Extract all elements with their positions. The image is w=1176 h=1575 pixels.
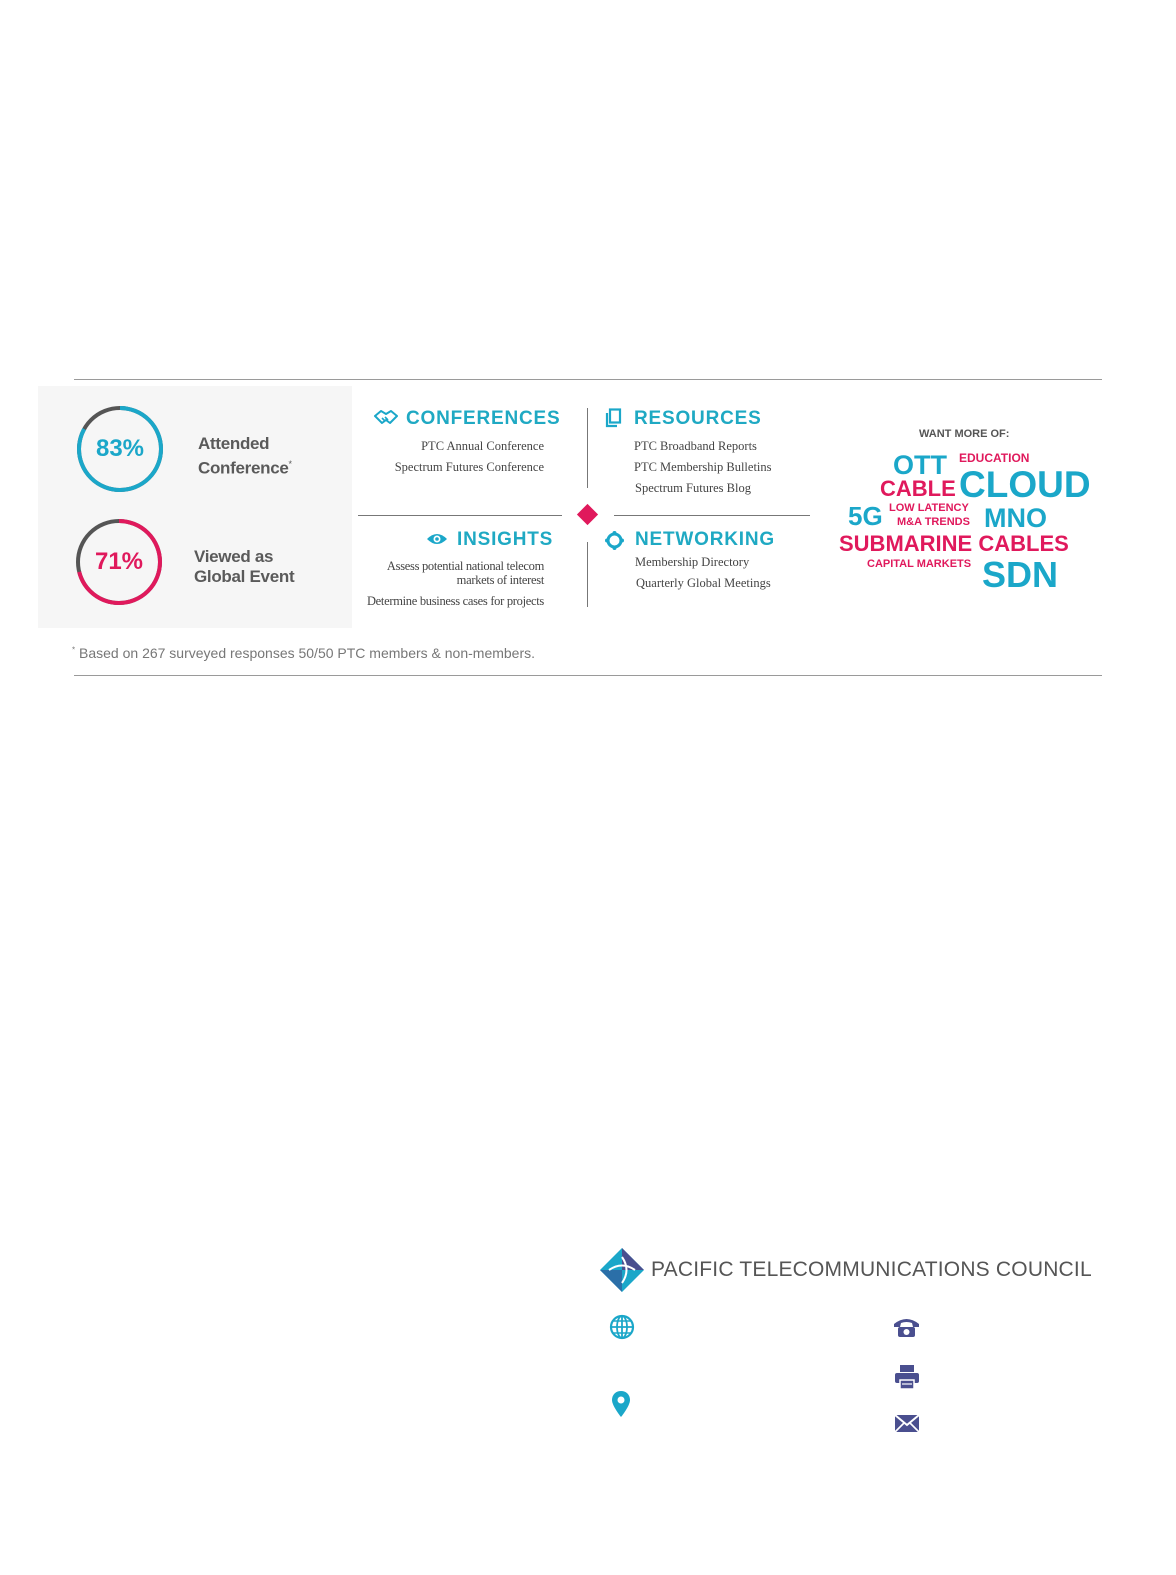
- organization-name: PACIFIC TELECOMMUNICATIONS COUNCIL: [651, 1258, 1092, 1281]
- global-event-percent: 71%: [94, 548, 144, 575]
- survey-footnote: [72, 645, 535, 661]
- resources-title: RESOURCES: [634, 408, 762, 429]
- center-diamond: [577, 504, 598, 525]
- eye-icon: [426, 531, 448, 547]
- word-cloud-heading: WANT MORE OF:: [919, 428, 1010, 440]
- networking-item-2: Quarterly Global Meetings: [636, 576, 771, 590]
- insight-item-1-line1: Assess potential national telecom: [386, 559, 544, 573]
- word-cable: CABLE: [880, 476, 956, 501]
- word-ma-trends: M&A TRENDS: [897, 516, 970, 528]
- global-event-label-line2: Global Event: [194, 567, 295, 586]
- attended-asterisk: *: [288, 459, 292, 469]
- conferences-title: CONFERENCES: [406, 408, 561, 429]
- resource-item-3: Spectrum Futures Blog: [635, 481, 751, 495]
- network-icon: [605, 531, 624, 550]
- word-education: EDUCATION: [959, 451, 1030, 465]
- word-mno: MNO: [984, 503, 1047, 533]
- word-low-latency: LOW LATENCY: [889, 502, 969, 514]
- global-event-label-line1: Viewed as: [194, 547, 274, 566]
- attended-label-line2: Conference: [198, 458, 289, 478]
- phone-icon: [893, 1315, 920, 1339]
- networking-title: NETWORKING: [635, 529, 775, 550]
- center-vertical-divider-bottom: [587, 542, 588, 607]
- word-capital-markets: CAPITAL MARKETS: [867, 558, 972, 570]
- resource-item-2: PTC Membership Bulletins: [634, 460, 772, 474]
- attended-percent: 83%: [95, 435, 145, 462]
- insight-item-1-line2: markets of interest: [456, 573, 544, 587]
- insights-title: INSIGHTS: [457, 529, 554, 550]
- attended-label-line1: Attended: [198, 434, 270, 453]
- word-cloud: CLOUD: [959, 466, 1091, 503]
- email-icon: [894, 1414, 920, 1433]
- word-submarine-cables: SUBMARINE CABLES: [839, 531, 1069, 556]
- word-ott: OTT: [893, 450, 947, 480]
- top-divider: [74, 379, 1102, 380]
- insight-item-2: Determine business cases for projects: [366, 594, 544, 608]
- printer-icon: [894, 1364, 920, 1390]
- center-horizontal-divider-left: [358, 515, 562, 516]
- global-event-label: [194, 547, 294, 587]
- center-horizontal-divider-right: [614, 515, 810, 516]
- attended-label: [198, 434, 292, 479]
- word-5g: 5G: [848, 501, 883, 531]
- footnote-marker: *: [72, 645, 76, 655]
- globe-icon: [609, 1314, 635, 1340]
- center-vertical-divider-top: [587, 408, 588, 488]
- document-copy-icon: [605, 408, 623, 428]
- location-pin-icon: [611, 1390, 631, 1418]
- networking-item-1: Membership Directory: [635, 555, 750, 569]
- conference-item-1: PTC Annual Conference: [421, 439, 544, 453]
- bottom-divider: [74, 675, 1102, 676]
- footnote-text: Based on 267 surveyed responses 50/50 PTC members & non-members.: [75, 645, 536, 661]
- resource-item-1: PTC Broadband Reports: [634, 439, 757, 453]
- handshake-icon: [373, 408, 399, 428]
- ptc-logo: [599, 1247, 645, 1293]
- conference-item-2: Spectrum Futures Conference: [394, 460, 544, 474]
- word-sdn: SDN: [982, 554, 1059, 595]
